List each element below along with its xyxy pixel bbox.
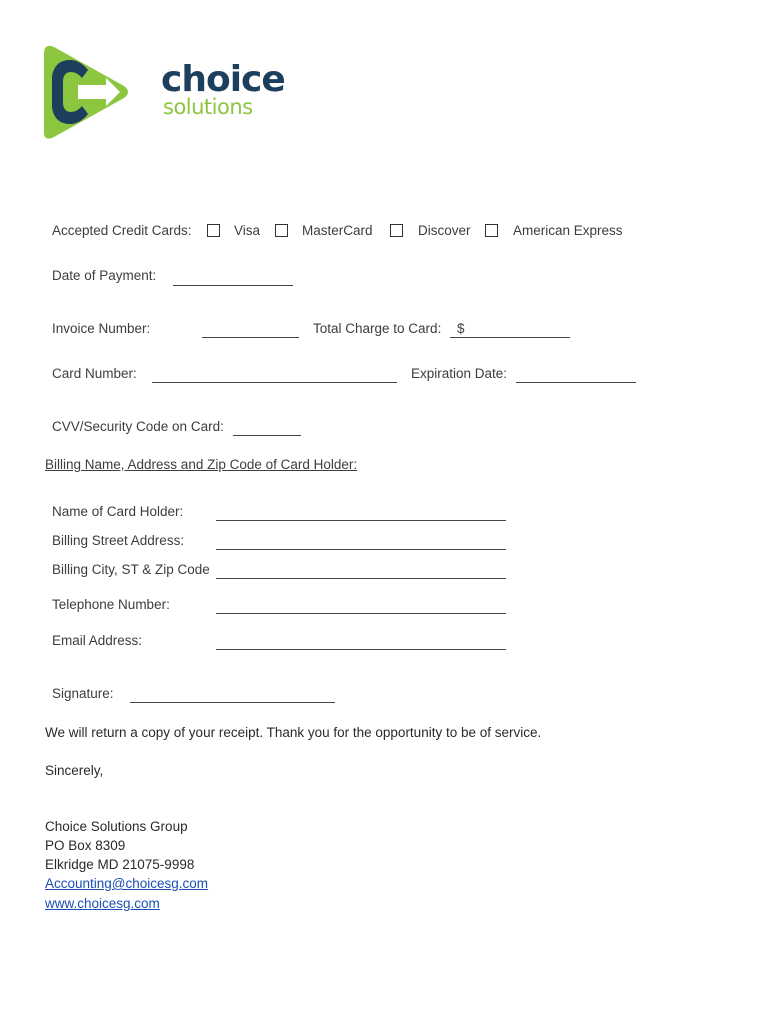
visa-option-label: Visa [234, 223, 261, 238]
card-holder-name-label: Name of Card Holder: [52, 504, 184, 519]
currency-symbol: $ [457, 321, 465, 336]
discover-option-label: Discover [418, 223, 471, 238]
city-state-zip: Elkridge MD 21075-9998 [45, 857, 195, 872]
american-express-checkbox[interactable] [485, 224, 498, 237]
sincerely-text: Sincerely, [45, 763, 104, 778]
american-express-option-label: American Express [513, 223, 623, 238]
cvv-label: CVV/Security Code on Card: [52, 419, 224, 434]
mastercard-option-label: MasterCard [302, 223, 373, 238]
billing-street-label: Billing Street Address: [52, 533, 185, 548]
card-number-field[interactable] [152, 382, 397, 383]
signature-field[interactable] [130, 702, 335, 703]
total-charge-field[interactable] [450, 337, 570, 338]
accepted-cards-label: Accepted Credit Cards: [52, 223, 192, 238]
invoice-number-field[interactable] [202, 337, 299, 338]
date-of-payment-label: Date of Payment: [52, 268, 157, 283]
card-holder-name-field[interactable] [216, 520, 506, 521]
email-link[interactable]: Accounting@choicesg.com [45, 876, 209, 891]
billing-street-field[interactable] [216, 549, 506, 550]
po-box: PO Box 8309 [45, 838, 126, 853]
email-label: Email Address: [52, 633, 143, 648]
telephone-label: Telephone Number: [52, 597, 170, 612]
visa-checkbox[interactable] [207, 224, 220, 237]
total-charge-label: Total Charge to Card: [313, 321, 442, 336]
discover-checkbox[interactable] [390, 224, 403, 237]
choice-solutions-logo-icon [40, 42, 134, 144]
invoice-number-label: Invoice Number: [52, 321, 151, 336]
logo-wordmark-solutions: solutions [163, 95, 253, 119]
closing-message: We will return a copy of your receipt. Thank you for the opportunity to be of service. [45, 725, 542, 740]
date-of-payment-field[interactable] [173, 285, 293, 286]
billing-city-field[interactable] [216, 578, 506, 579]
email-field[interactable] [216, 649, 506, 650]
expiration-date-label: Expiration Date: [411, 366, 508, 381]
billing-heading: Billing Name, Address and Zip Code of Card Holder: [45, 457, 358, 472]
website-link[interactable]: www.choicesg.com [45, 896, 160, 911]
cvv-field[interactable] [233, 435, 301, 436]
billing-city-label: Billing City, ST & Zip Code [52, 562, 210, 577]
telephone-field[interactable] [216, 613, 506, 614]
card-number-label: Card Number: [52, 366, 137, 381]
mastercard-checkbox[interactable] [275, 224, 288, 237]
logo-wordmark-choice: choice [161, 59, 285, 100]
company-name: Choice Solutions Group [45, 819, 188, 834]
signature-label: Signature: [52, 686, 114, 701]
expiration-date-field[interactable] [516, 382, 636, 383]
